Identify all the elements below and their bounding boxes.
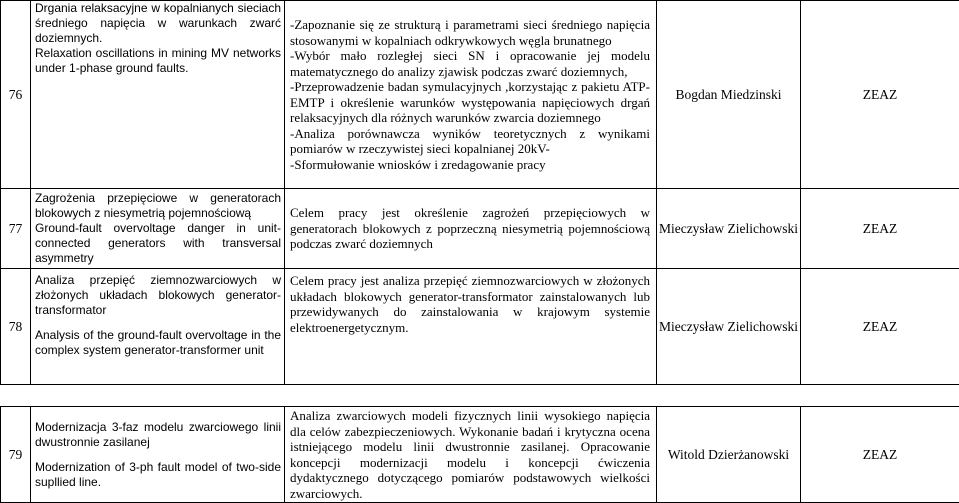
row-number: 76 bbox=[1, 1, 31, 189]
thesis-title bbox=[31, 269, 285, 385]
description-line: Analiza zwarciowych modeli fizycznych linii wysokiego napięcia dla celów zabezpieczeniowych. Wykonanie badań i krytyczna ocena istniejącego modelu linii dwustronnie zasilanej. Opracowanie koncepcji modernizacji modelu i koncepcji ćwiczenia dydaktycznego dotyczącego pomiarów podstawowych wielkości zwarciowych. bbox=[290, 408, 650, 501]
department-code: ZEAZ bbox=[801, 407, 959, 503]
title-polish: Zagrożenia przepięciowe w generatorach blokowych z niesymetrią pojemnościową bbox=[35, 191, 281, 220]
description-line: -Sformułowanie wniosków i zredagowanie pracy bbox=[290, 156, 546, 172]
table-row bbox=[1, 407, 959, 503]
thesis-description bbox=[285, 1, 657, 189]
title-polish: Modernizacja 3-faz modelu zwarciowego linii dwustronnie zasilanej bbox=[35, 419, 281, 449]
title-english: Ground-fault overvoltage danger in unit-connected generators with transversal asymmetry bbox=[35, 221, 281, 265]
table-row bbox=[1, 1, 959, 189]
title-polish: Drgania relaksacyjne w kopalnianych sieciach średniego napięcia w warunkach zwarć doziemnych. bbox=[35, 1, 281, 45]
row-number: 79 bbox=[1, 407, 31, 503]
supervisor-name: Mieczysław Zielichowski bbox=[657, 189, 801, 269]
description-line: Celem pracy jest analiza przepięć ziemnozwarciowych w złożonych układach blokowych generator-transformator zainstalowanych lub przewidywanych do zainstalowania w krajowym systemie elektroenergetycznym. bbox=[290, 273, 650, 335]
department-code: ZEAZ bbox=[801, 189, 959, 269]
description-line: Celem pracy jest określenie zagrożeń przepięciowych w generatorach blokowych z poprzeczną niesymetrią pojemnościową podczas zwarć doziemnych bbox=[290, 205, 650, 252]
department-code: ZEAZ bbox=[801, 269, 959, 385]
row-number: 78 bbox=[1, 269, 31, 385]
row-number: 77 bbox=[1, 189, 31, 269]
thesis-description bbox=[285, 407, 657, 503]
thesis-title bbox=[31, 407, 285, 503]
theses-table-bottom bbox=[0, 406, 959, 503]
thesis-description bbox=[285, 189, 657, 269]
supervisor-name: Mieczysław Zielichowski bbox=[657, 269, 801, 385]
title-polish: Analiza przepięć ziemnozwarciowych w złożonych układach blokowych generator-transformator bbox=[35, 273, 281, 317]
thesis-title bbox=[31, 1, 285, 189]
table-row bbox=[1, 189, 959, 269]
description-line: -Przeprowadzenie badan symulacyjnych ,korzystając z pakietu ATP-EMTP i określenie warunków występowania napięciowych drgań relaksacyjnych dla różnych warunków zwarcia doziemnego bbox=[290, 79, 650, 125]
title-english: Modernization of 3-ph fault model of two-side supllied line. bbox=[35, 459, 281, 489]
supervisor-name: Bogdan Miedzinski bbox=[657, 1, 801, 189]
thesis-title bbox=[31, 189, 285, 269]
description-line: -Wybór mało rozległej sieci SN i opracowanie jej modelu matematycznego do analizy zjawisk podczas zwarć doziemnych, bbox=[290, 48, 650, 79]
description-line: -Analiza porównawcza wyników teoretycznych z wynikami pomiarów w rzeczywistej sieci kopalnianej 20kV- bbox=[290, 125, 650, 156]
title-english: Analysis of the ground-fault overvoltage in the complex system generator-transformer unit bbox=[35, 328, 281, 357]
supervisor-name: Witold Dzierżanowski bbox=[657, 407, 801, 503]
title-english: Relaxation oscillations in mining MV networks under 1-phase ground faults. bbox=[35, 46, 281, 75]
thesis-description bbox=[285, 269, 657, 385]
department-code: ZEAZ bbox=[801, 1, 959, 189]
table-row bbox=[1, 269, 959, 385]
description-line: -Zapoznanie się ze strukturą i parametrami sieci średniego napięcia stosowanymi w kopalniach odkrywkowych węgla brunatnego bbox=[290, 17, 650, 48]
